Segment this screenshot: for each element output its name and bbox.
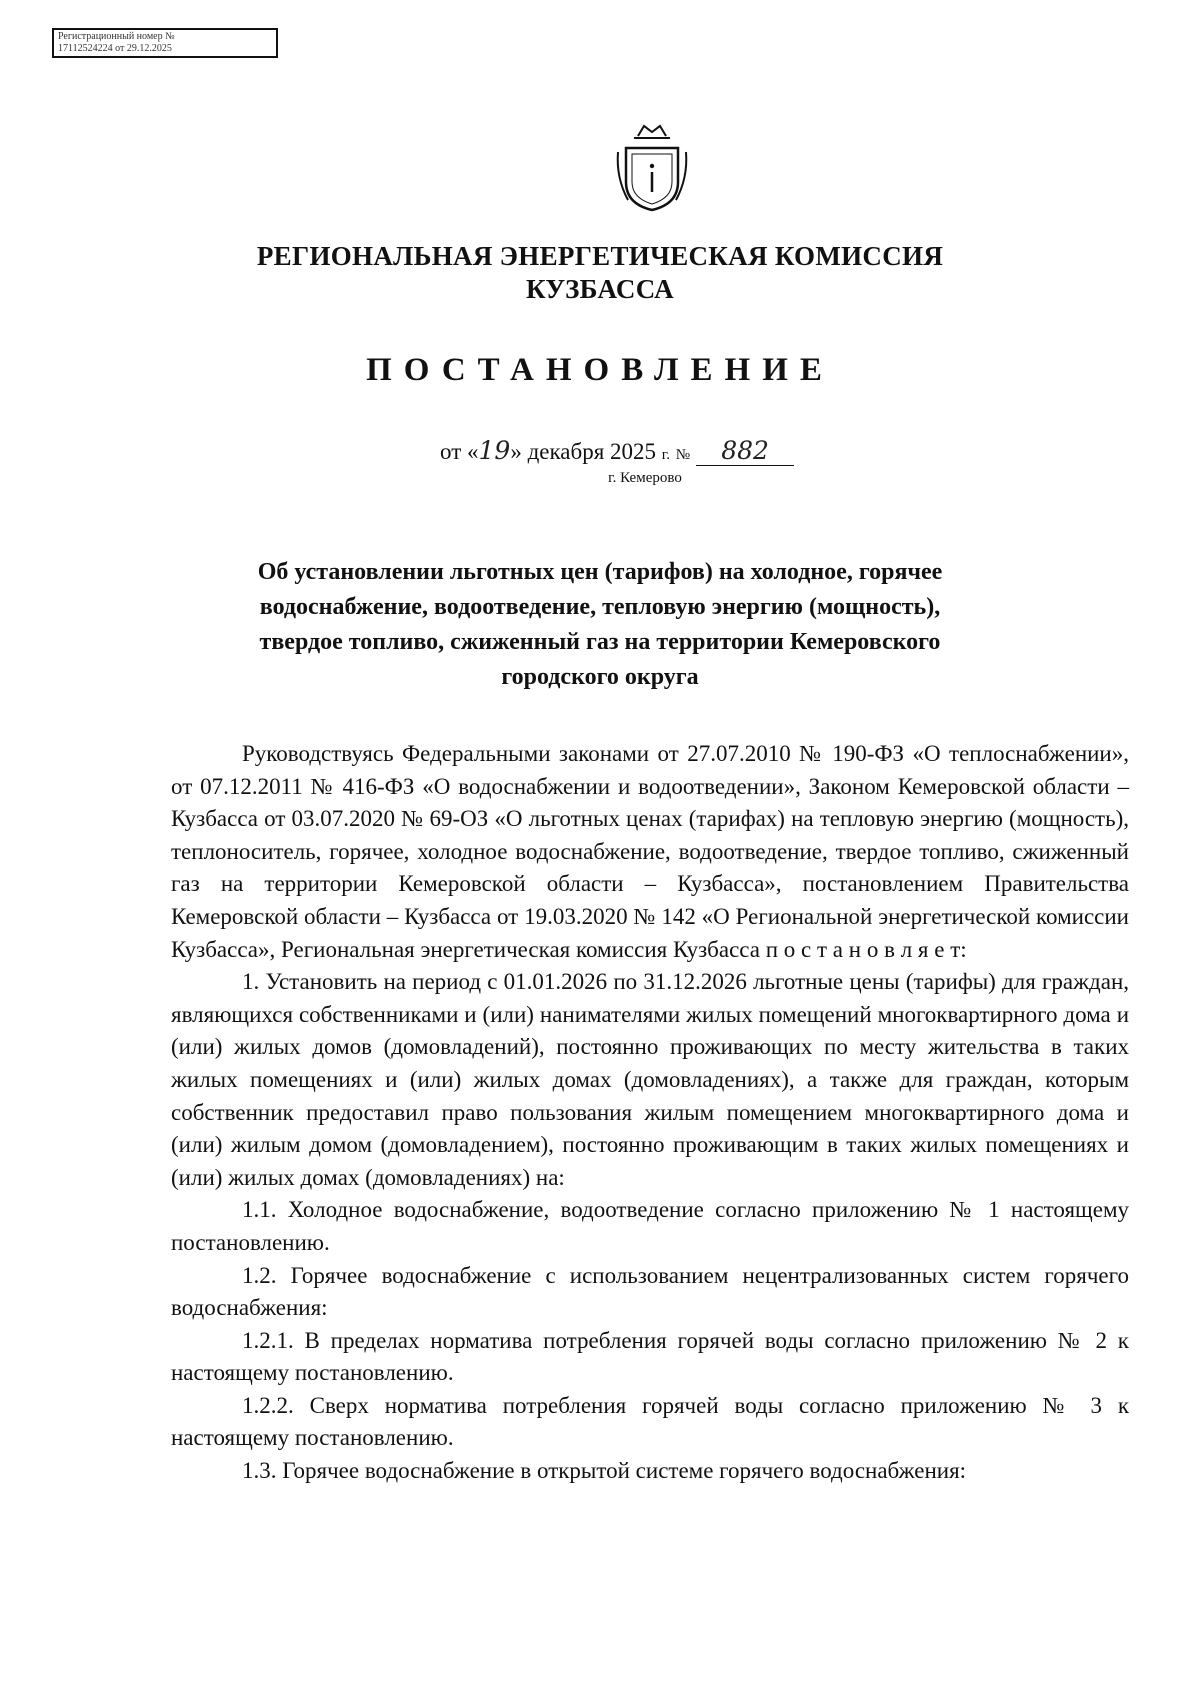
document-type: ПОСТАНОВЛЕНИЕ <box>366 352 834 388</box>
document-body <box>171 738 1129 1488</box>
date-prefix: от « <box>440 439 479 464</box>
document-subject <box>230 555 970 695</box>
paragraph-item-1-2: 1.2. Горячее водоснабжение с использованием нецентрализованных систем горячего водоснабжения: <box>171 1262 1129 1321</box>
paragraph-item-1-1: 1.1. Холодное водоснабжение, водоотведение согласно приложению № 1 настоящему постановлению. <box>171 1197 1129 1255</box>
organization-line-2: КУЗБАССА <box>526 274 674 304</box>
date-month-year: » декабря 2025 <box>510 439 657 464</box>
kuzbass-coat-of-arms-icon <box>612 118 692 214</box>
paragraph-item-1-2-1: 1.2.1. В пределах норматива потребления горячей воды согласно приложению № 2 к настоящему постановлению. <box>171 1327 1129 1386</box>
date-day: 19 <box>478 436 511 465</box>
organization-name <box>0 240 1200 306</box>
document-number: 882 <box>696 436 794 466</box>
preamble-paragraph: Руководствуясь Федеральными законами от 27.07.2010 № 190-ФЗ «О теплоснабжении», от 07.12.2011 № 416-ФЗ «О водоснабжении и водоотведении», Законом Кемеровской области – Кузбасса от 03.07.2020 № 69-ОЗ «О льготных ценах (тарифах) на тепловую энергию (мощность), теплоноситель, горячее, холодное водоснабжение, водоотведение, твердое топливо, сжиженный газ на территории Кемеровской области – Кузбасса», постановлением Правительства Кемеровской области – Кузбасса от 19.03.2020 № 142 «О Региональной энергетической комиссии Кузбасса», Региональная энергетическая комиссия Кузбасса п о с т а н о в л я е т: <box>171 741 1129 962</box>
subject-line-4: городского округа <box>501 664 699 690</box>
number-sign: № <box>675 447 691 463</box>
subject-line-2: водоснабжение, водоотведение, тепловую энергию (мощность), <box>259 594 941 620</box>
subject-line-3: твердое топливо, сжиженный газ на территории Кемеровского <box>259 629 941 655</box>
registration-stamp <box>52 28 278 58</box>
subject-line-1: Об установлении льготных цен (тарифов) на холодное, горячее <box>257 559 943 585</box>
document-city: г. Кемерово <box>608 470 682 486</box>
organization-line-1: РЕГИОНАЛЬНАЯ ЭНЕРГЕТИЧЕСКАЯ КОМИССИЯ <box>256 241 944 271</box>
registration-number: 17112524224 от 29.12.2025 <box>58 43 172 54</box>
paragraph-item-1-2-2: 1.2.2. Сверх норматива потребления горячей воды согласно приложению № 3 к настоящему постановлению. <box>171 1392 1129 1451</box>
paragraph-item-1-3: 1.3. Горячее водоснабжение в открытой системе горячего водоснабжения: <box>242 1458 967 1484</box>
document-date-line <box>440 436 940 466</box>
year-abbreviation: г. <box>661 447 671 463</box>
paragraph-item-1: 1. Установить на период с 01.01.2026 по 31.12.2026 льготные цены (тарифы) для граждан, являющихся собственниками и (или) нанимателями жилых помещений многоквартирного дома и (или) жилых домов (домовладений), постоянно проживающих по месту жительства в таких жилых помещениях и (или) жилых домах (домовладениях), а также для граждан, которым собственник предоставил право пользования жилым помещением многоквартирного дома и (или) жилым домом (домовладением), постоянно проживающим в таких жилых помещениях и (или) жилых домах (домовладениях) на: <box>171 969 1129 1190</box>
registration-label: Регистрационный номер № <box>58 31 175 42</box>
